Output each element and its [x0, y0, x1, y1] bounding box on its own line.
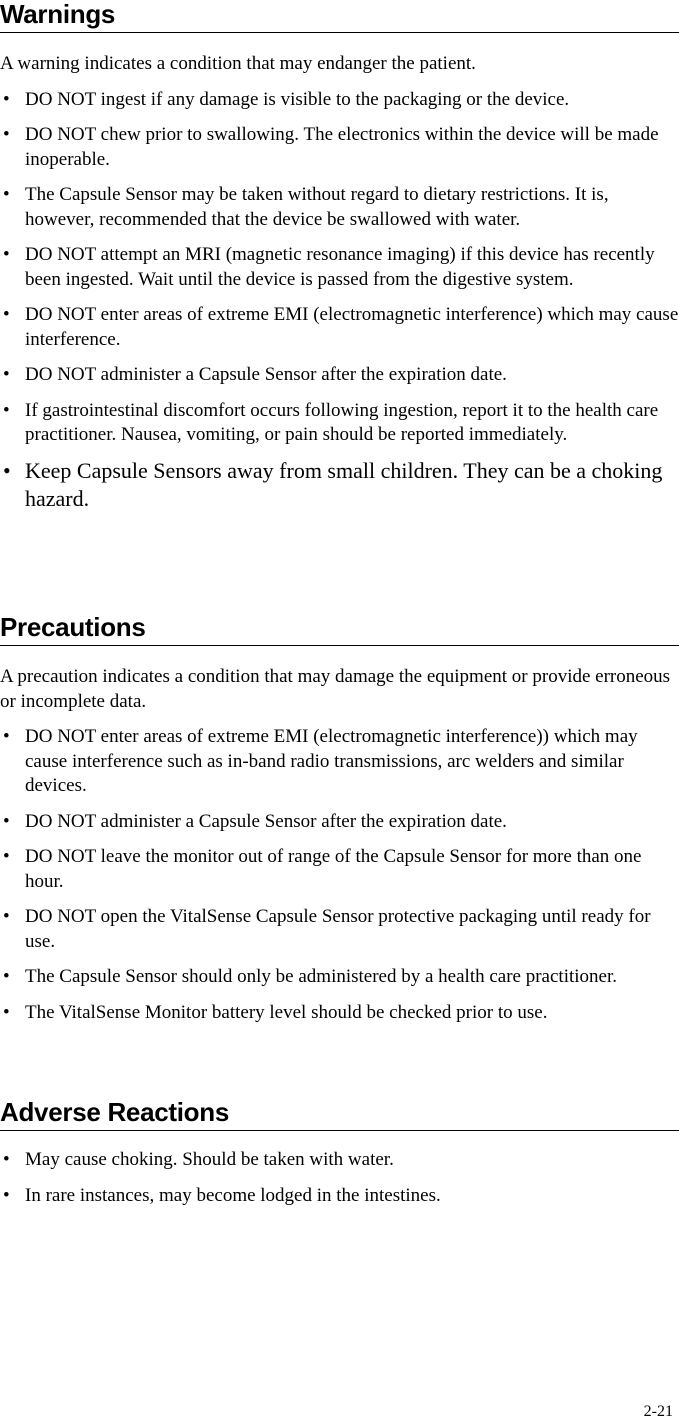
warning-text: The Capsule Sensor may be taken without regard to dietary restrictions. It is, however, recommended that the device be swallowed with water.	[25, 184, 609, 230]
bullet-icon: •	[3, 184, 10, 205]
list-item	[0, 399, 679, 448]
warning-text: Keep Capsule Sensors away from small children. They can be a choking hazard.	[25, 457, 663, 511]
list-item	[0, 363, 679, 388]
warning-text: If gastrointestinal discomfort occurs following ingestion, report it to the health care practitioner. Nausea, vomiting, or pain should be reported immediately.	[25, 399, 659, 445]
adverse-reactions-list	[0, 1148, 679, 1208]
bullet-icon: •	[3, 726, 10, 747]
adverse-reactions-heading: Adverse Reactions	[0, 1098, 679, 1131]
warning-text: DO NOT attempt an MRI (magnetic resonance imaging) if this device has recently been ingested. Wait until the device is passed from the digestive system.	[25, 244, 655, 290]
bullet-icon: •	[3, 966, 10, 987]
bullet-icon: •	[3, 1149, 10, 1170]
page-number: 2-21	[643, 1403, 673, 1420]
list-item	[0, 303, 679, 352]
warning-text: DO NOT chew prior to swallowing. The electronics within the device will be made inoperable.	[25, 124, 659, 170]
list-item	[0, 845, 679, 894]
precautions-list	[0, 725, 679, 1025]
precaution-text: DO NOT enter areas of extreme EMI (electromagnetic interference)) which may cause interference such as in-band radio transmissions, arc welders and similar devices.	[25, 726, 638, 796]
list-item	[0, 88, 679, 113]
list-item	[0, 905, 679, 954]
bullet-icon: •	[3, 124, 10, 145]
precautions-intro: A precaution indicates a condition that may damage the equipment or provide erroneous or incomplete data.	[0, 666, 671, 712]
list-item	[0, 1184, 679, 1209]
list-item	[0, 243, 679, 292]
list-item	[0, 1148, 679, 1173]
warnings-intro: A warning indicates a condition that may endanger the patient.	[0, 53, 476, 74]
list-item	[0, 965, 679, 990]
bullet-icon: •	[3, 810, 10, 832]
precaution-text: The Capsule Sensor should only be administered by a health care practitioner.	[25, 966, 617, 987]
bullet-icon: •	[3, 304, 10, 325]
bullet-icon: •	[3, 457, 11, 483]
warnings-heading: Warnings	[0, 0, 679, 33]
bullet-icon: •	[3, 1001, 10, 1023]
warning-text: DO NOT enter areas of extreme EMI (electromagnetic interference) which may cause interference.	[25, 304, 679, 350]
warning-text: DO NOT administer a Capsule Sensor after the expiration date.	[25, 364, 507, 385]
adverse-reaction-text: In rare instances, may become lodged in the intestines.	[25, 1184, 441, 1206]
bullet-icon: •	[3, 399, 10, 421]
list-item	[0, 123, 679, 172]
bullet-icon: •	[3, 846, 10, 867]
bullet-icon: •	[3, 364, 10, 385]
warnings-list	[0, 88, 679, 513]
precaution-text: DO NOT leave the monitor out of range of the Capsule Sensor for more than one hour.	[25, 846, 642, 892]
list-item	[0, 725, 679, 799]
warnings-section	[0, 0, 679, 513]
list-item	[0, 183, 679, 232]
bullet-icon: •	[3, 244, 10, 265]
bullet-icon: •	[3, 88, 10, 110]
bullet-icon: •	[3, 906, 10, 927]
precautions-heading: Precautions	[0, 613, 679, 646]
precautions-section	[0, 613, 679, 1025]
precaution-text: The VitalSense Monitor battery level should be checked prior to use.	[25, 1001, 548, 1023]
bullet-icon: •	[3, 1184, 10, 1206]
list-item	[0, 1001, 679, 1026]
list-item	[0, 810, 679, 835]
adverse-reactions-section	[0, 1098, 679, 1208]
precaution-text: DO NOT open the VitalSense Capsule Sensor protective packaging until ready for use.	[25, 906, 651, 952]
adverse-reaction-text: May cause choking. Should be taken with water.	[25, 1149, 394, 1170]
precaution-text: DO NOT administer a Capsule Sensor after the expiration date.	[25, 810, 507, 832]
warning-text: DO NOT ingest if any damage is visible to the packaging or the device.	[25, 88, 570, 110]
list-item	[0, 457, 679, 513]
